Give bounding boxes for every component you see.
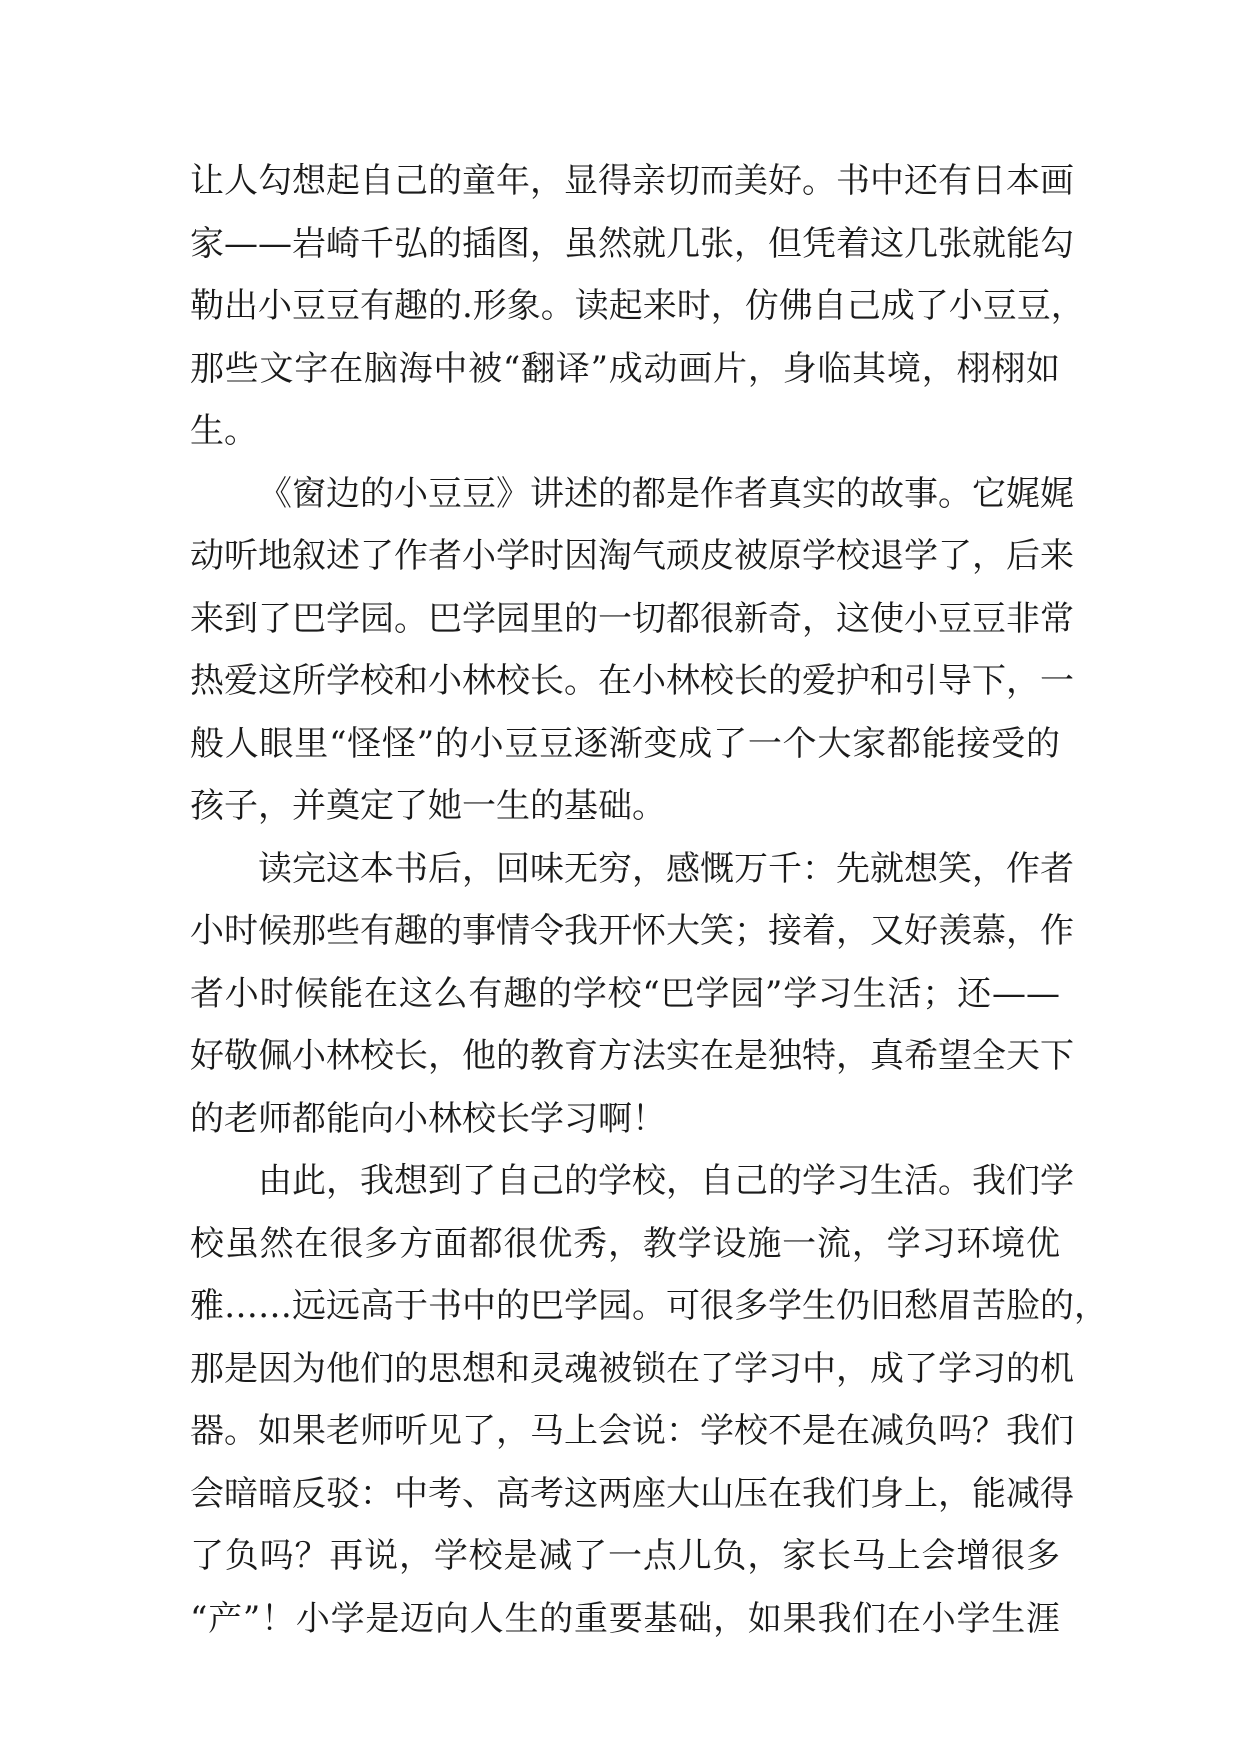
text-line: 勒出小豆豆有趣的.形象。读起来时，仿佛自己成了小豆豆， [190, 286, 1085, 326]
text-line: 了负吗？再说，学校是减了一点儿负，家长马上会增很多 [190, 1536, 1060, 1576]
text-line: 的老师都能向小林校长学习啊！ [190, 1098, 666, 1139]
text-line: 动听地叙述了作者小学时因淘气顽皮被原学校退学了，后来 [190, 536, 1074, 576]
text-line: 生。 [190, 411, 258, 451]
text-line: 雅……远远高于书中的巴学园。可很多学生仍旧愁眉苦脸的， [190, 1286, 1108, 1326]
text-line: 那些文字在脑海中被“翻译”成动画片，身临其境，栩栩如 [190, 348, 1060, 389]
text-line: 会暗暗反驳：中考、高考这两座大山压在我们身上，能减得 [190, 1473, 1074, 1514]
text-line: 校虽然在很多方面都很优秀，教学设施一流，学习环境优 [190, 1223, 1060, 1264]
text-line: 好敬佩小林校长，他的教育方法实在是独特，真希望全天下 [190, 1036, 1074, 1076]
text-line: 孩子，并奠定了她一生的基础。 [190, 786, 666, 826]
paragraph-first-line: 《窗边的小豆豆》讲述的都是作者真实的故事。它娓娓 [258, 473, 1074, 514]
text-line: 热爱这所学校和小林校长。在小林校长的爱护和引导下，一 [190, 661, 1074, 701]
text-line: 让人勾想起自己的童年，显得亲切而美好。书中还有日本画 [190, 161, 1074, 201]
text-line: 小时候那些有趣的事情令我开怀大笑；接着，又好羡慕，作 [190, 911, 1074, 951]
text-line: 般人眼里“怪怪”的小豆豆逐渐变成了一个大家都能接受的 [190, 723, 1060, 764]
text-line: 者小时候能在这么有趣的学校“巴学园”学习生活；还—— [190, 973, 1060, 1014]
paragraph-first-line: 由此，我想到了自己的学校，自己的学习生活。我们学 [258, 1161, 1074, 1201]
body-text [190, 150, 1108, 1650]
text-line: “产”！小学是迈向人生的重要基础，如果我们在小学生涯 [190, 1598, 1060, 1639]
paragraph-first-line: 读完这本书后，回味无穷，感慨万千：先就想笑，作者 [258, 848, 1074, 889]
text-line: 那是因为他们的思想和灵魂被锁在了学习中，成了学习的机 [190, 1348, 1074, 1389]
text-line: 家——岩崎千弘的插图，虽然就几张，但凭着这几张就能勾 [190, 223, 1074, 264]
text-line: 器。如果老师听见了，马上会说：学校不是在减负吗？我们 [190, 1411, 1074, 1451]
text-line: 来到了巴学园。巴学园里的一切都很新奇，这使小豆豆非常 [190, 598, 1074, 639]
